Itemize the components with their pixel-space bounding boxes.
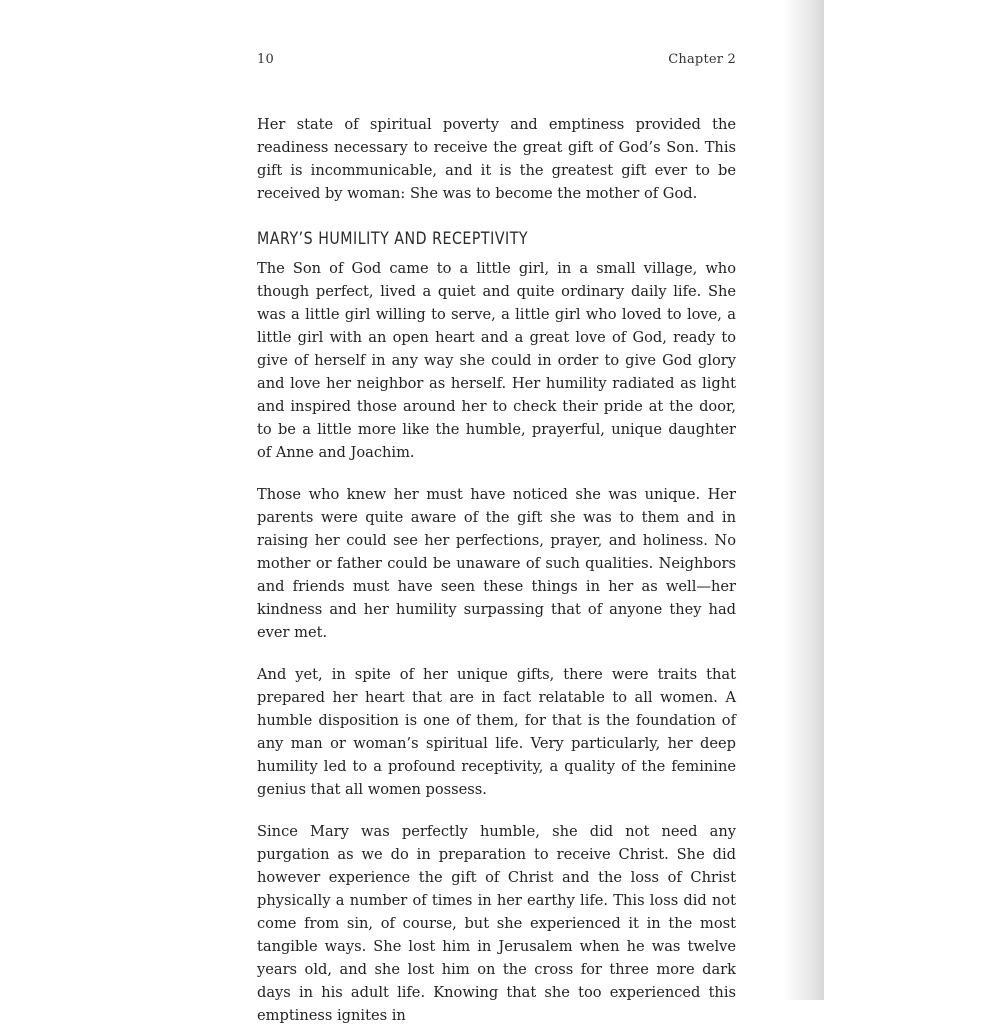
body-text bbox=[257, 113, 736, 1027]
intro-paragraph: Her state of spiritual poverty and emptiness provided the readiness necessary to receive the great gift of God’s Son. This gift is incommunicable, and it is the greatest gift ever to be received by woman: She was to become the mother of God. bbox=[257, 116, 736, 202]
page-number: 10 bbox=[257, 52, 274, 67]
page-edge-shadow bbox=[784, 0, 824, 1000]
section-paragraph-2: Those who knew her must have noticed she was unique. Her parents were quite aware of the gift she was to them and in raising her could see her perfections, prayer, and holiness. No mother or father could be unaware of such qualities. Neighbors and friends must have seen these things in her as well—her kindness and her humility surpassing that of anyone they had ever met. bbox=[257, 486, 736, 641]
background bbox=[824, 0, 1000, 1000]
chapter-label: Chapter 2 bbox=[668, 52, 736, 67]
section-paragraph-4: Since Mary was perfectly humble, she did not need any purgation as we do in preparation to receive Christ. She did however experience the gift of Christ and the loss of Christ physically a number of times in her earthy life. This loss did not come from sin, of course, but she experienced it in the most tangible ways. She lost him in Jerusalem when he was twelve years old, and she lost him on the cross for three more dark days in his adult life. Knowing that she too experienced this emptiness ignites in bbox=[257, 823, 736, 1024]
running-head bbox=[257, 52, 736, 72]
section-paragraph-1: The Son of God came to a little girl, in a small village, who though perfect, lived a quiet and quite ordinary daily life. She was a little girl willing to serve, a little girl who loved to love, a little girl with an open heart and a great love of God, ready to give of herself in any way she could in order to give God glory and love her neighbor as herself. Her humility radiated as light and inspired those around her to check their pride at the door, to be a little more like the humble, prayerful, unique daughter of Anne and Joachim. bbox=[257, 260, 736, 461]
section-paragraph-3: And yet, in spite of her unique gifts, there were traits that prepared her heart that are in fact relatable to all women. A humble disposition is one of them, for that is the foundation of any man or woman’s spiritual life. Very particularly, her deep humility led to a profound receptivity, a quality of the feminine genius that all women possess. bbox=[257, 666, 736, 798]
section-heading: MARY’S HUMILITY AND RECEPTIVITY bbox=[257, 229, 529, 248]
